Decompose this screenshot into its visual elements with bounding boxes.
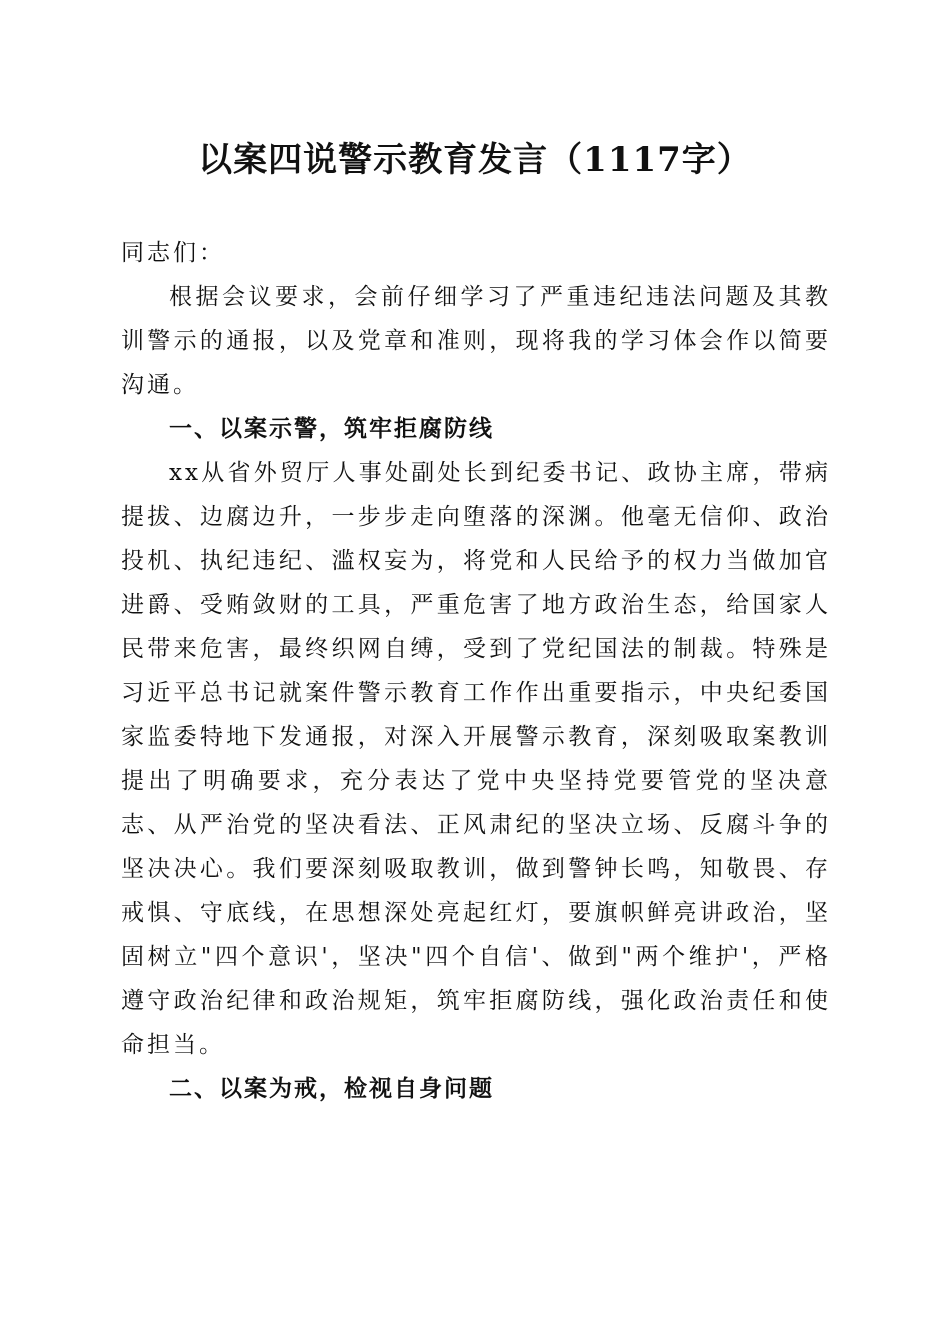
section-2-heading: 二、以案为戒，检视自身问题 <box>169 1076 494 1102</box>
section-1-heading: 一、以案示警，筑牢拒腐防线 <box>169 416 494 442</box>
section-1-paragraph: xx从省外贸厅人事处副处长到纪委书记、政协主席，带病提拔、边腐边升，一步步走向堕落的深渊。他毫无信仰、政治投机、执纪违纪、滥权妄为，将党和人民给予的权力当做加官进爵、受贿敛财的工具，严重危害了地方政治生态，给国家人民带来危害，最终织网自缚，受到了党纪国法的制裁。特殊是习近平总书记就案件警示教育工作作出重要指示，中央纪委国家监委特地下发通报，对深入开展警示教育，深刻吸取案教训提出了明确要求，充分表达了党中央坚持党要管党的坚决意志、从严治党的坚决看法、正风肃纪的坚决立场、反腐斗争的坚决决心。我们要深刻吸取教训，做到警钟长鸣，知敬畏、存戒惧、守底线，在思想深处亮起红灯，要旗帜鲜亮讲政治，坚固树立"四个意识'，坚决"四个自信'、做到"两个维护'，严格遵守政治纪律和政治规矩，筑牢拒腐防线，强化政治责任和使命担当。 <box>121 460 831 1058</box>
intro-paragraph: 根据会议要求，会前仔细学习了严重违纪违法问题及其教训警示的通报，以及党章和准则，现将我的学习体会作以简要沟通。 <box>121 284 831 398</box>
document-body <box>121 231 831 1111</box>
document-title: 以案四说警示教育发言（1117字） <box>198 140 752 180</box>
salutation: 同志们： <box>121 240 225 266</box>
